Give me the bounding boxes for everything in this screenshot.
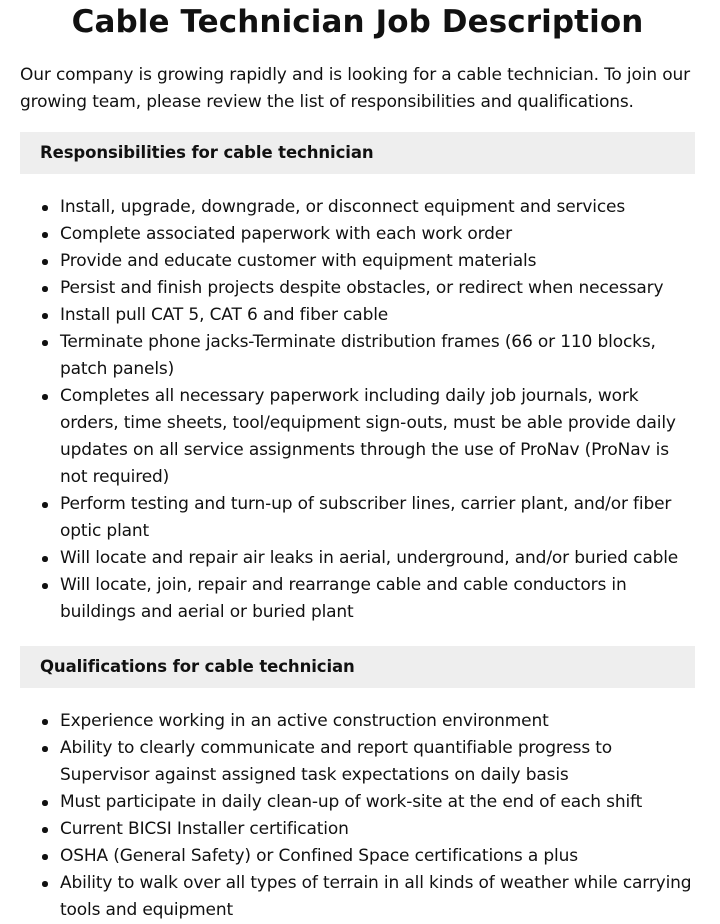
intro-paragraph: Our company is growing rapidly and is looking for a cable technician. To join our growing team, please review the list of responsibilities and qualifications.	[20, 65, 690, 112]
list-item: Must participate in daily clean-up of work-site at the end of each shift	[60, 789, 695, 816]
responsibilities-heading: Responsibilities for cable technician	[20, 132, 695, 174]
list-item: Ability to clearly communicate and report quantifiable progress to Supervisor against assigned task expectations on daily basis	[60, 735, 695, 789]
list-item: Ability to walk over all types of terrain in all kinds of weather while carrying tools and equipment	[60, 870, 695, 924]
list-item: Provide and educate customer with equipment materials	[60, 248, 695, 275]
responsibilities-list	[20, 194, 695, 626]
list-item: Perform testing and turn-up of subscriber lines, carrier plant, and/or fiber optic plant	[60, 491, 695, 545]
list-item: Will locate and repair air leaks in aerial, underground, and/or buried cable	[60, 545, 695, 572]
page-title: Cable Technician Job Description	[71, 4, 644, 40]
list-item: Complete associated paperwork with each work order	[60, 221, 695, 248]
list-item: Completes all necessary paperwork including daily job journals, work orders, time sheets, tool/equipment sign-outs, must be able provide daily updates on all service assignments through the use of ProNav (ProNav is not required)	[60, 383, 695, 491]
list-item: Install, upgrade, downgrade, or disconnect equipment and services	[60, 194, 695, 221]
list-item: Experience working in an active construction environment	[60, 708, 695, 735]
list-item: Current BICSI Installer certification	[60, 816, 695, 843]
list-item: Persist and finish projects despite obstacles, or redirect when necessary	[60, 275, 695, 302]
list-item: Terminate phone jacks-Terminate distribution frames (66 or 110 blocks, patch panels)	[60, 329, 695, 383]
qualifications-list	[20, 708, 695, 924]
list-item: OSHA (General Safety) or Confined Space certifications a plus	[60, 843, 695, 870]
qualifications-heading: Qualifications for cable technician	[20, 646, 695, 688]
list-item: Will locate, join, repair and rearrange cable and cable conductors in buildings and aerial or buried plant	[60, 572, 695, 626]
list-item: Install pull CAT 5, CAT 6 and fiber cable	[60, 302, 695, 329]
